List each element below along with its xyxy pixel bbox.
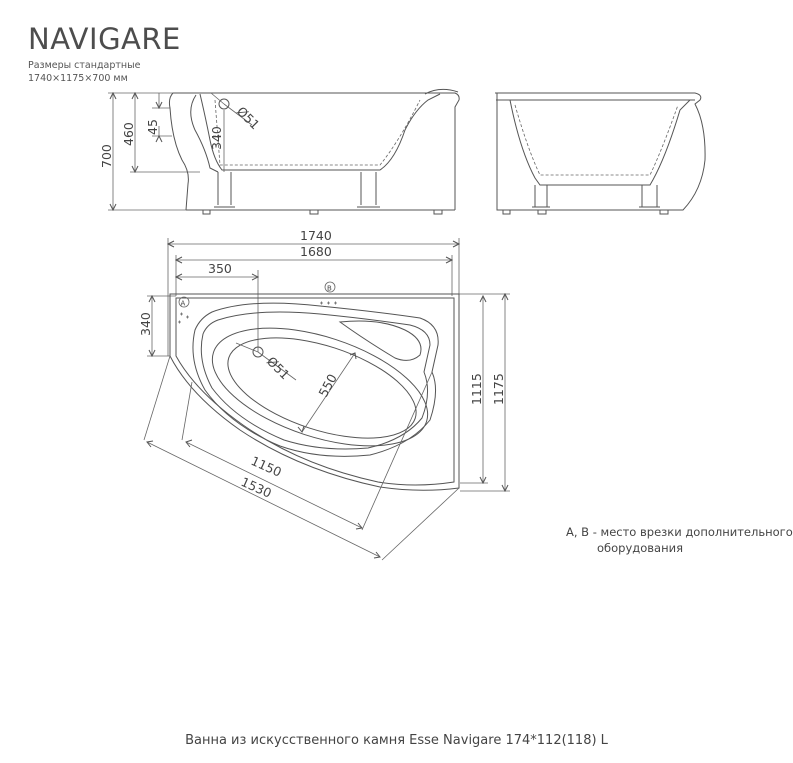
top-view — [138, 228, 510, 560]
dim-top-1740: 1740 — [300, 228, 332, 243]
marker-b: B — [327, 284, 332, 293]
dim-drain-340: 340 — [209, 126, 224, 150]
dim-top-1175: 1175 — [491, 373, 506, 405]
dim-top-340: 340 — [138, 312, 153, 336]
side-view — [99, 89, 459, 214]
dim-side-45: 45 — [145, 119, 160, 135]
subtitle: Размеры стандартные — [28, 60, 141, 71]
dim-top-1680: 1680 — [300, 244, 332, 259]
marker-a: A — [180, 299, 186, 308]
dim-side-700: 700 — [99, 144, 114, 168]
dim-diag-1150: 1150 — [248, 453, 284, 480]
product-caption: Ванна из искусственного камня Esse Navigare 174*112(118) L — [185, 733, 608, 748]
dim-diag-1530: 1530 — [238, 474, 274, 501]
equipment-note-line2: оборудования — [597, 541, 683, 555]
dim-top-1115: 1115 — [469, 373, 484, 405]
equipment-note-line1: А, В - место врезки дополнительного — [566, 525, 793, 539]
dim-overflow-diameter: Ø51 — [233, 103, 263, 133]
product-title: NAVIGARE — [28, 22, 181, 56]
standard-sizes: 1740×1175×700 мм — [28, 73, 128, 84]
dim-drain-diameter: Ø51 — [263, 353, 293, 383]
dim-side-460: 460 — [121, 122, 136, 146]
dim-bowl-550: 550 — [315, 371, 340, 400]
dim-top-350: 350 — [208, 261, 232, 276]
end-view — [495, 93, 705, 214]
